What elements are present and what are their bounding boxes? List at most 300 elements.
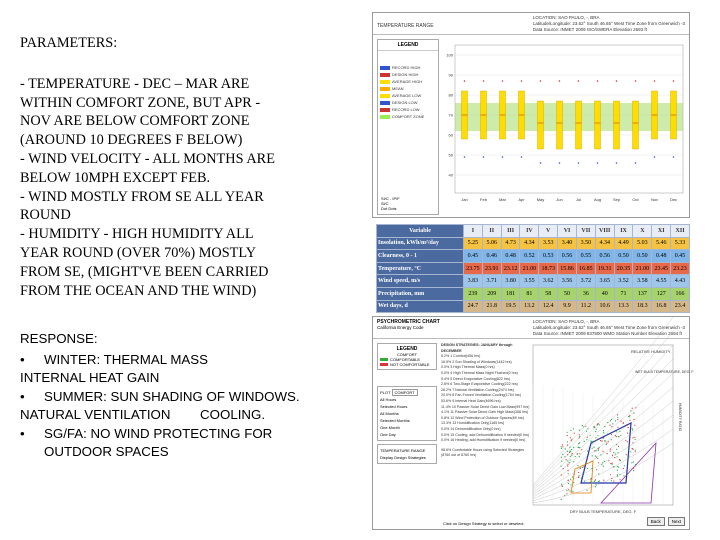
hour-data-point [592, 482, 593, 483]
legend-swatch [380, 80, 390, 84]
hour-data-point [579, 436, 580, 437]
design-low-marker [578, 162, 580, 164]
table-cell: 71 [614, 287, 633, 300]
hour-data-point [600, 440, 601, 441]
hour-data-point [568, 483, 569, 484]
table-cell: 3.62 [539, 275, 558, 288]
table-cell: 15.86 [558, 262, 577, 275]
hour-data-point [603, 466, 604, 467]
strategy-item[interactable]: 9.4% 5 Direct Evaporative Cooling(822 hrs) [441, 376, 511, 381]
bullet-dot: • [20, 388, 25, 404]
legend-label: AVERAGE HIGH [392, 79, 423, 84]
table-cell: 16.85 [576, 262, 595, 275]
hour-data-point [562, 454, 563, 455]
hour-data-point [600, 454, 601, 455]
hour-data-point [578, 472, 579, 473]
hour-data-point [613, 452, 614, 453]
hour-data-point [593, 447, 594, 448]
design-high-marker [464, 80, 466, 82]
hour-data-point [607, 433, 608, 434]
hour-data-point [582, 473, 583, 474]
month-label: Sep [612, 197, 621, 202]
hour-data-point [567, 451, 568, 452]
strategy-item[interactable]: 16.5% 2 Sun Shading of Windows(1442 hrs) [441, 359, 512, 364]
legend-label: DESIGN LOW [392, 100, 418, 105]
legend-item [380, 65, 436, 70]
hour-data-point [634, 437, 635, 438]
legend-option[interactable]: Dot Dots [381, 206, 397, 211]
hour-data-point [630, 410, 631, 411]
hour-data-point [611, 426, 612, 427]
hour-data-point [590, 479, 591, 480]
strategy-item[interactable]: 0.8% 12 Wind Protection of Outdoor Spaces(69 hrs) [441, 415, 524, 420]
hour-data-point [617, 417, 618, 418]
month-header: I [464, 225, 483, 238]
strategy-item[interactable]: 13.3% 13 Humidification Only(1165 hrs) [441, 421, 505, 426]
hour-data-point [569, 452, 570, 453]
hour-data-point [623, 423, 624, 424]
legend-item [380, 86, 436, 91]
hour-data-point [572, 453, 573, 454]
parameter-line: (AROUND 10 DEGREES F BELOW) [20, 132, 243, 149]
legend-swatch [380, 115, 390, 119]
design-low-marker [521, 156, 523, 158]
parameter-line: - HUMIDITY - HIGH HUMIDITY ALL [20, 226, 254, 243]
hour-data-point [567, 460, 568, 461]
table-cell: 0.45 [464, 250, 483, 263]
hour-data-point [629, 415, 630, 416]
hour-data-point [597, 439, 598, 440]
hour-data-point [571, 439, 572, 440]
temperature-range-bar [576, 101, 582, 149]
variable-header: Variable [377, 225, 464, 238]
table-cell: 3.80 [501, 275, 520, 288]
hour-data-point [617, 476, 618, 477]
wet-bulb-label: WET BULB TEMPERATURE, DEG. F [635, 370, 694, 374]
comfort-zone-band [455, 103, 683, 131]
psychro-controls [377, 343, 437, 527]
legend-label: COMFORT ZONE [392, 114, 425, 119]
legend-option[interactable]: Sl/C [381, 201, 389, 206]
table-cell: 3.55 [520, 275, 539, 288]
table-cell: 0.56 [595, 250, 614, 263]
table-cell: 3.52 [614, 275, 633, 288]
hour-data-point [582, 467, 583, 468]
parameter-line: WITHIN COMFORT ZONE, BUT APR - [20, 94, 261, 111]
table-cell: 40 [595, 287, 614, 300]
hour-data-point [573, 461, 574, 462]
winter-text: WINTER: THERMAL MASS [44, 351, 209, 367]
hour-data-point [561, 457, 562, 458]
hour-data-point [584, 441, 585, 442]
hour-data-point [601, 464, 602, 465]
hour-data-point [578, 475, 579, 476]
hour-data-point [617, 470, 618, 471]
hour-data-point [604, 426, 605, 427]
hour-data-point [592, 448, 593, 449]
temperature-legend [377, 39, 439, 215]
hour-data-point [620, 435, 621, 436]
psychro-title-block [377, 319, 440, 336]
hour-data-point [579, 430, 580, 431]
design-low-marker [597, 162, 599, 164]
temperature-range-bar [557, 101, 563, 149]
table-cell: 3.53 [539, 237, 558, 250]
psychro-subtitle: California Energy Code [377, 325, 424, 330]
legend-row [380, 362, 434, 367]
hour-data-point [601, 441, 602, 442]
psychro-legend-title: LEGEND [396, 346, 418, 352]
display-strategies-checkbox[interactable]: Display Design Strategies [380, 455, 426, 460]
hour-data-point [570, 437, 571, 438]
hour-data-point [620, 479, 621, 480]
hour-data-point [606, 444, 607, 445]
strategy-item[interactable]: 2.6% 6 Two-Stage Evaporative Cooling(222 hrs) [441, 382, 518, 387]
psychro-x-label: DRY BULB TEMPERATURE, DEG. F [569, 509, 637, 514]
temperature-range-label: TEMPERATURE RANGE [380, 448, 426, 453]
hour-data-point [611, 478, 612, 479]
hour-data-point [617, 427, 618, 428]
legend-options [381, 196, 400, 211]
hour-data-point [579, 442, 580, 443]
table-cell: 23.4 [671, 300, 690, 313]
hour-data-point [611, 434, 612, 435]
table-cell: 3.72 [576, 275, 595, 288]
legend-item [380, 93, 436, 98]
table-row [377, 275, 690, 288]
hour-data-point [627, 433, 628, 434]
month-header: IX [614, 225, 633, 238]
hour-data-point [615, 453, 616, 454]
hour-data-point [609, 425, 610, 426]
hour-data-point [624, 465, 625, 466]
y-tick-label: 60 [448, 132, 453, 138]
hour-data-point [596, 450, 597, 451]
table-cell: 127 [652, 287, 671, 300]
hour-data-point [561, 448, 562, 449]
month-header: VII [576, 225, 595, 238]
table-cell: 0.52 [520, 250, 539, 263]
selected-hours-radio[interactable]: Selected Hours [380, 404, 408, 409]
hour-data-point [614, 466, 615, 467]
hour-data-point [572, 476, 573, 477]
table-cell: 23.75 [464, 262, 483, 275]
hour-data-point [618, 446, 619, 447]
hour-data-point [608, 441, 609, 442]
table-cell: 12.4 [539, 300, 558, 313]
hour-data-point [611, 419, 612, 420]
latlong-text: Latitude/Longitude: 23.62° South 46.65° West Time Zone from Greenwich -3 [532, 21, 685, 26]
one-month-radio[interactable]: One Month [380, 425, 400, 430]
hour-data-point [603, 430, 604, 431]
hour-data-point [617, 414, 618, 415]
hour-data-point [569, 447, 570, 448]
table-row [377, 250, 690, 263]
table-row [377, 287, 690, 300]
hour-data-point [587, 459, 588, 460]
hour-data-point [567, 454, 568, 455]
hour-data-point [568, 473, 569, 474]
design-low-marker [540, 162, 542, 164]
table-cell: 5.46 [652, 237, 671, 250]
design-low-marker [502, 156, 504, 158]
hour-data-point [634, 425, 635, 426]
hour-data-point [596, 469, 597, 470]
data-source-text: Data Source: INMET 2009 ISO/SWERA Elevation 2693 ft [532, 27, 647, 32]
psychrometric-chart [531, 343, 694, 521]
month-header: VI [558, 225, 577, 238]
hour-data-point [618, 436, 619, 437]
psychro-legend-box [377, 343, 437, 370]
plot-text: PLOT [380, 390, 391, 395]
month-header: X [633, 225, 652, 238]
hour-data-point [606, 443, 607, 444]
hour-data-point [581, 449, 582, 450]
table-cell: 137 [633, 287, 652, 300]
hour-data-point [619, 474, 620, 475]
table-cell: 50 [558, 287, 577, 300]
all-months-radio[interactable]: All Months [380, 411, 399, 416]
table-cell: 18.3 [633, 300, 652, 313]
hour-data-point [607, 422, 608, 423]
hour-data-point [566, 493, 567, 494]
table-cell: 20.35 [614, 262, 633, 275]
strategy-item[interactable]: 5.2% 1 Comfort(456 hrs) [441, 354, 481, 359]
hour-data-point [616, 431, 617, 432]
hour-data-point [628, 456, 629, 457]
latlong-text: Latitude/Longitude: 23.62° South 46.65° West Time Zone from Greenwich -3 [532, 325, 685, 330]
hour-data-point [570, 459, 571, 460]
hour-data-point [598, 473, 599, 474]
hour-data-point [567, 465, 568, 466]
hour-data-point [632, 428, 633, 429]
table-cell: 0.46 [482, 250, 501, 263]
sgfa-bullet [20, 425, 365, 444]
strategy-item[interactable]: 53.6% 9 Internal Heat Gain(4696 hrs) [441, 398, 501, 403]
strategy-item[interactable]: 0.0% 4 High Thermal Mass Night Flushed(0 hrs) [441, 370, 518, 375]
table-cell: 58 [539, 287, 558, 300]
strategy-item[interactable]: 0.0% 14 Dehumidification Only(0 hrs) [441, 426, 501, 431]
hour-data-point [596, 440, 597, 441]
selected-months-radio[interactable]: Selected Months [380, 418, 410, 423]
hour-data-point [564, 456, 565, 457]
parameters-body [20, 75, 365, 301]
hour-data-point [604, 440, 605, 441]
hour-data-point [586, 431, 587, 432]
hour-data-point [577, 465, 578, 466]
hour-data-point [598, 450, 599, 451]
table-row [377, 237, 690, 250]
hour-data-point [610, 463, 611, 464]
hour-data-point [595, 455, 596, 456]
hour-data-point [619, 459, 620, 460]
legend-swatch [380, 66, 390, 70]
hour-data-point [584, 466, 585, 467]
hour-data-point [619, 431, 620, 432]
y-tick-label: 50 [448, 152, 453, 158]
parameter-line: - WIND MOSTLY FROM SE ALL YEAR [20, 188, 264, 205]
strategy-item[interactable]: 0.0% 3 High Thermal Mass(0 hrs) [441, 365, 495, 370]
hour-data-point [598, 462, 599, 463]
hour-data-point [593, 426, 594, 427]
table-cell: 5.33 [671, 237, 690, 250]
all-hours-radio[interactable]: All Hours [380, 397, 397, 402]
table-cell: 5.03 [633, 237, 652, 250]
hour-data-point [578, 443, 579, 444]
table-header-row [377, 225, 690, 238]
legend-label: RECORD LOW [392, 107, 420, 112]
table-cell: 0.45 [671, 250, 690, 263]
hour-data-point [575, 456, 576, 457]
table-cell: 21.00 [520, 262, 539, 275]
hour-data-point [611, 439, 612, 440]
table-cell: 3.71 [482, 275, 501, 288]
parameter-line: BELOW 10MPH EXCEPT FEB. [20, 169, 211, 186]
hour-data-point [579, 456, 580, 457]
month-label: Oct [632, 197, 639, 202]
plot-select[interactable]: COMFORT [392, 389, 418, 396]
hour-data-point [598, 448, 599, 449]
hour-data-point [563, 468, 564, 469]
back-button[interactable]: Back [647, 517, 665, 526]
hour-data-point [633, 413, 634, 414]
hour-data-point [566, 459, 567, 460]
next-button[interactable]: Next [668, 517, 685, 526]
hour-data-point [572, 491, 573, 492]
table-cell: 0.56 [558, 250, 577, 263]
hour-data-point [571, 454, 572, 455]
table-cell: 23.91 [482, 262, 501, 275]
not-comfortable-swatch [380, 363, 388, 366]
hour-data-point [574, 433, 575, 434]
strategy-item[interactable]: 11.4% 10 Passive Solar Direct Gain Low Mass(997 hrs) [441, 404, 530, 409]
legend-swatch [380, 101, 390, 105]
hour-data-point [612, 423, 613, 424]
hour-data-point [617, 419, 618, 420]
hour-data-point [602, 462, 603, 463]
hour-data-point [632, 408, 633, 409]
strategy-item[interactable]: 0.0% 15 Cooling, add Dehumidification if needed(0 hrs) [441, 432, 530, 437]
hour-data-point [561, 446, 562, 447]
psychrometric-panel [372, 316, 694, 530]
table-cell: 166 [671, 287, 690, 300]
hour-data-point [568, 489, 569, 490]
hour-data-point [587, 468, 588, 469]
strategy-item[interactable]: 0.0% 16 Heating, add Humidification if needed(0 hrs) [441, 438, 526, 443]
hour-data-point [633, 470, 634, 471]
hour-data-point [577, 453, 578, 454]
hour-data-point [595, 437, 596, 438]
hour-data-point [626, 454, 627, 455]
design-high-marker [521, 80, 523, 82]
parameter-line: ROUND [20, 207, 71, 224]
hour-data-point [626, 424, 627, 425]
table-cell: 24.7 [464, 300, 483, 313]
table-cell: 21.8 [482, 300, 501, 313]
hour-data-point [612, 463, 613, 464]
hour-data-point [615, 435, 616, 436]
psychro-location-info [533, 319, 685, 336]
table-cell: 23.23 [671, 262, 690, 275]
strategy-item[interactable]: 4.1% 11 Passive Solar Direct Gain High Mass(358 hrs) [441, 410, 529, 415]
month-header: XI [652, 225, 671, 238]
psychro-header [373, 317, 689, 339]
parameter-line: FROM THE OCEAN AND THE WIND) [20, 282, 257, 299]
month-header: XII [671, 225, 690, 238]
table-cell: 3.40 [558, 237, 577, 250]
hour-data-point [623, 468, 624, 469]
hour-data-point [571, 449, 572, 450]
design-high-marker [502, 80, 504, 82]
hour-data-point [630, 451, 631, 452]
row-label: Precipitation, mm [377, 287, 464, 300]
month-header: II [482, 225, 501, 238]
data-source-text: Data Source: INMET 2009 837800 WMO Station Number Elevation 2694 ft [532, 331, 682, 336]
plot-options-box [377, 386, 437, 441]
month-label: Apr [518, 197, 525, 202]
legend-item [380, 107, 436, 112]
hour-data-point [616, 444, 617, 445]
hour-data-point [590, 481, 591, 482]
hour-data-point [603, 437, 604, 438]
design-high-marker [597, 80, 599, 82]
legend-swatch [380, 87, 390, 91]
design-high-marker [578, 80, 580, 82]
y-tick-label: 100 [446, 52, 453, 58]
hour-data-point [564, 495, 565, 496]
month-label: Jan [461, 197, 468, 202]
hour-data-point [629, 420, 630, 421]
legend-label: DESIGN HIGH [392, 72, 419, 77]
hour-data-point [567, 445, 568, 446]
month-header: IV [520, 225, 539, 238]
hour-data-point [610, 420, 611, 421]
hour-data-point [635, 450, 636, 451]
hour-data-point [570, 456, 571, 457]
strategy-item[interactable]: 28.2% 7 Natural Ventilation Cooling(2474 hrs) [441, 387, 514, 392]
legend-swatch [380, 73, 390, 77]
hour-data-point [616, 436, 617, 437]
hour-data-point [617, 474, 618, 475]
design-low-marker [559, 162, 561, 164]
table-cell: 0.50 [614, 250, 633, 263]
hour-data-point [585, 426, 586, 427]
table-cell: 3.65 [595, 275, 614, 288]
table-cell: 4.73 [501, 237, 520, 250]
hour-data-point [617, 456, 618, 457]
hour-data-point [573, 428, 574, 429]
location-value: SAO PAULO, -, BRA [558, 319, 600, 324]
hour-data-point [587, 437, 588, 438]
hour-data-point [629, 445, 630, 446]
hour-data-point [607, 453, 608, 454]
legend-option[interactable]: SI/C - IP/F [381, 196, 400, 201]
one-day-radio[interactable]: One Day [380, 432, 396, 437]
strategy-item[interactable]: 20.0% 8 Fan-Forced Ventilation Cooling(1754 hrs) [441, 393, 521, 398]
table-cell: 9.9 [558, 300, 577, 313]
hour-data-point [579, 453, 580, 454]
sgfa-continuation: OUTDOOR SPACES [44, 444, 169, 459]
hour-data-point [614, 457, 615, 458]
hour-data-point [597, 424, 598, 425]
summer-continuation: NATURAL VENTILATION COOLING. [20, 407, 266, 422]
hour-data-point [573, 447, 574, 448]
hour-data-point [595, 479, 596, 480]
legend-item [380, 100, 436, 105]
design-strategies-list [441, 343, 531, 519]
table-cell: 239 [464, 287, 483, 300]
table-cell: 4.43 [671, 275, 690, 288]
